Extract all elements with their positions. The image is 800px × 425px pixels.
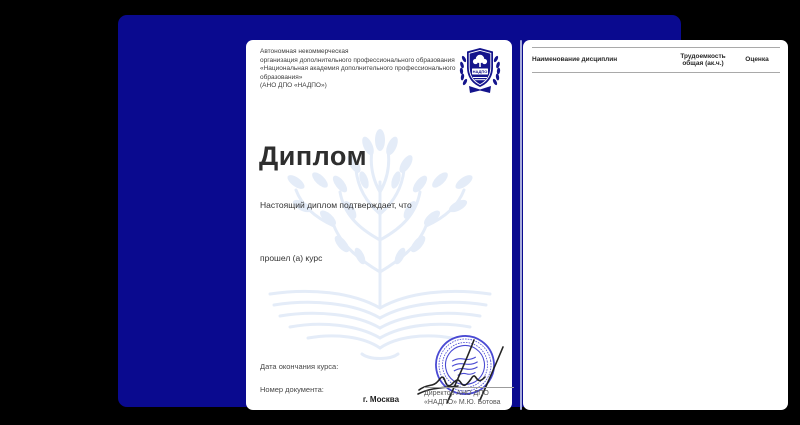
signature-line <box>424 387 514 388</box>
organization-name-line: (АНО ДПО «НАДПО») <box>260 82 327 89</box>
organization-name-line: организация дополнительного профессионального образования <box>260 56 455 64</box>
course-end-date-label: Дата окончания курса: <box>260 362 339 371</box>
diploma-folder <box>118 15 769 407</box>
course-text: прошел (а) курс <box>260 253 323 263</box>
column-header-workload: Трудоемкость общая (ак.ч.) <box>680 52 726 67</box>
column-header-discipline: Наименование дисциплин <box>532 56 618 64</box>
organization-name-line: Автономная некоммерческая <box>260 48 349 55</box>
organization-name <box>260 48 458 91</box>
page-spine-divider <box>520 40 522 410</box>
signature-caption <box>424 390 516 407</box>
document-number-label: Номер документа: <box>260 385 324 394</box>
signature-caption-line: «НАДПО» М.Ю. Ботова <box>424 398 501 406</box>
organization-name-line: «Национальная академия дополнительного профессионального <box>260 65 456 72</box>
nadpo-crest-logo <box>456 47 504 94</box>
column-header-grade: Оценка <box>745 56 769 64</box>
confirmation-text: Настоящий диплом подтверждает, что <box>260 200 412 210</box>
diploma-left-page <box>246 40 512 410</box>
diploma-title: Диплом <box>259 141 368 171</box>
logo-abbr: НАДПО <box>472 69 488 75</box>
diploma-right-page <box>523 40 788 410</box>
signature-caption-line: Директор АНО ДПО <box>424 390 489 397</box>
city-label: г. Москва <box>362 395 400 404</box>
organization-name-line: образования» <box>260 73 303 81</box>
disciplines-table-header <box>532 47 780 73</box>
